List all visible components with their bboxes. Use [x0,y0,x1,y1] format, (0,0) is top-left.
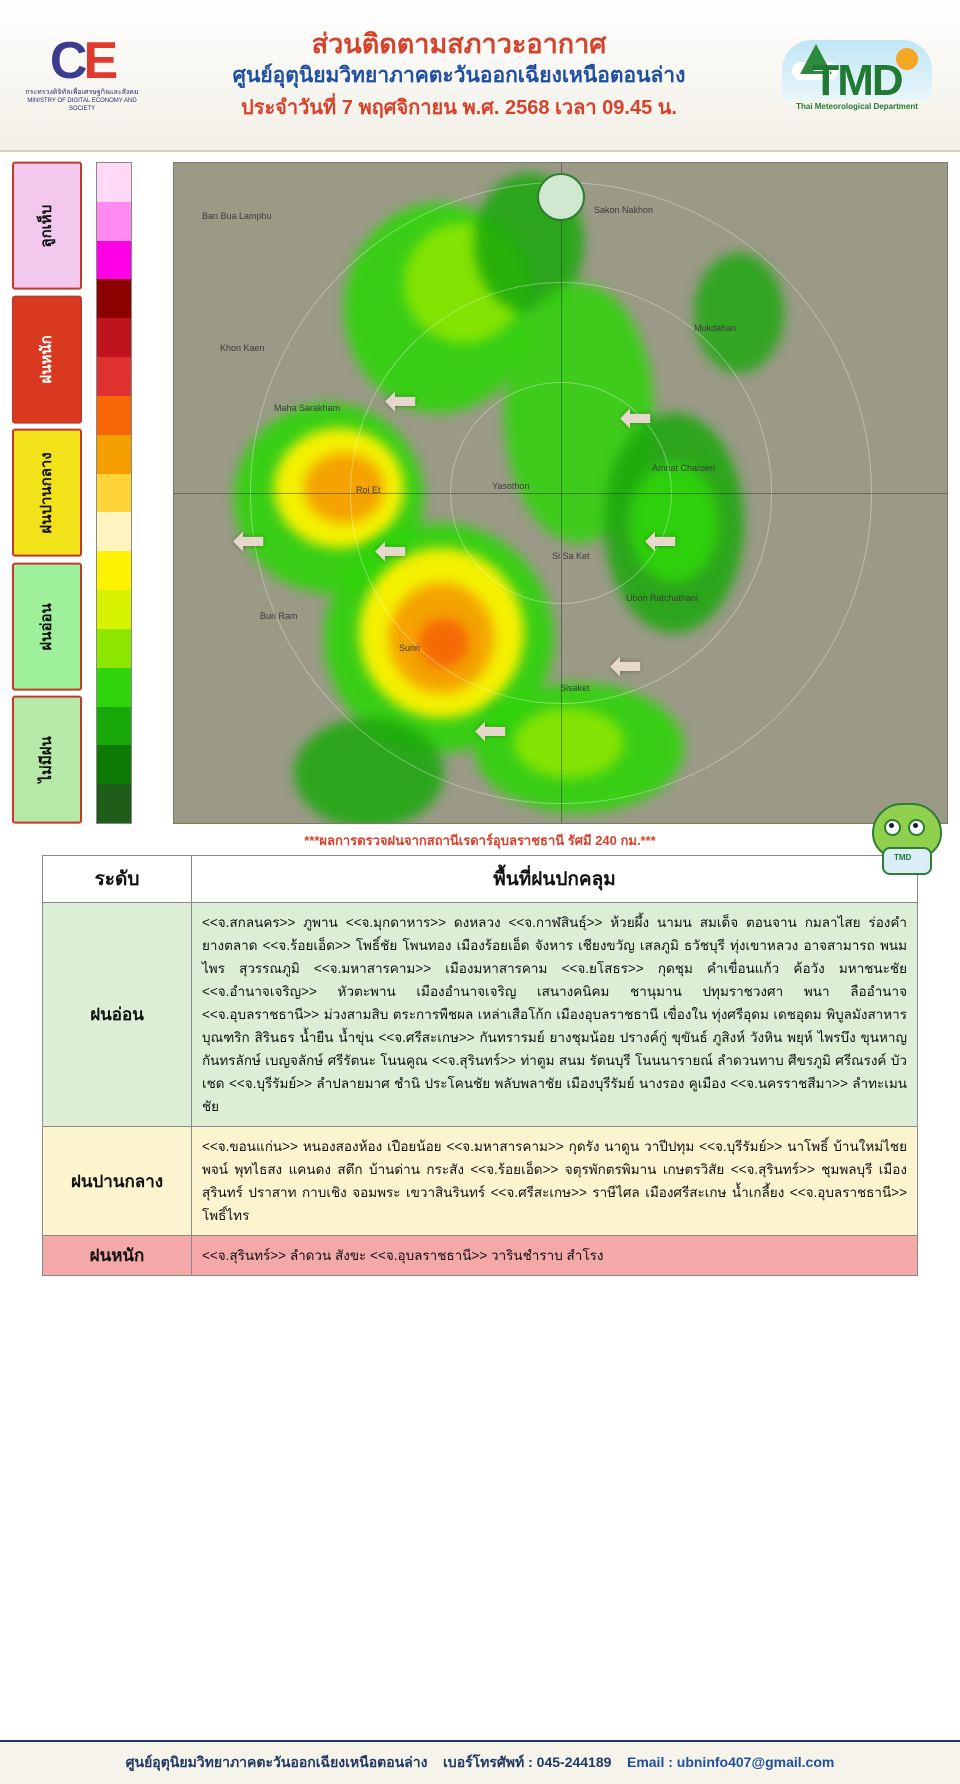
city-label: Si Sa Ket [552,551,590,561]
city-label: Roi Et [356,485,381,495]
tmd-logo [772,40,942,111]
footer-email-label: Email : [626,1754,673,1770]
footer-email[interactable]: ubninfo407@gmail.com [676,1754,835,1770]
city-label: Sisaket [560,683,590,693]
motion-arrow-icon: ⬅ [619,396,653,440]
footer-office: ศูนย์อุตุนิยมวิทยาภาคตะวันออกเฉียงเหนือตอนล่าง [125,1754,428,1770]
page-title [146,27,772,123]
header-area: พื้นที่ฝนปกคลุม [192,856,918,903]
tmd-mascot-icon: TMD [864,799,946,873]
table-row [43,1236,918,1276]
radar-station-badge-icon [537,173,585,221]
tmd-letters: TMD [812,55,902,100]
row-areas-light: <<จ.สกลนคร>> ภูพาน <<จ.มุกดาหาร>> ดงหลวง <<จ.กาฬสินธุ์>> ห้วยผึ้ง นามน สมเด็จ ตอนจาน กมลาไสย ร่องคำ ยางตลาด <<จ.ร้อยเอ็ด>> โพธิ์ชัย โพนทอง เมืองร้อยเอ็ด จังหาร เชียงขวัญ เสลภูมิ ธวัชบุรี ทุ่งเขาหลวง อาจสามารถ พนมไพร สุวรรณภูมิ <<จ.มหาสารคาม>> เมืองมหาสารคาม <<จ.ยโสธร>> กุดชุม คำเขื่อนแก้ว ค้อวัง มหาชนะชัย <<จ.อำนาจเจริญ>> หัวตะพาน เมืองอำนาจเจริญ เสนางคนิคม ชานุมาน ปทุมราชวงศา พนา ลืออำนาจ <<จ.อุบลราชธานี>> ม่วงสามสิบ ตระการพืชผล เหล่าเสือโก้ก เมืองอุบลราชธานี เขื่องใน ทุ่งศรีอุดม เดชอุดม พิบูลมังสาหาร บุณฑริก สิรินธร น้ำยืน น้ำขุ่น <<จ.ศรีสะเกษ>> กันทรารมย์ ยางชุมน้อย ปรางค์กู่ ขุขันธ์ ภูสิงห์ วังหิน พยุห์ ไพรบึง ขุนหาญ กันทรลักษ์ เบญจลักษ์ ศรีรัตนะ โนนคูณ <<จ.สุรินทร์>> ท่าตูม สนม รัตนบุรี โนนนารายณ์ ลำดวนทาบ ศีขรภูมิ ศรีณรงค์ บัวเชด <<จ.บุรีรัมย์>> ลำปลายมาศ ชำนิ ประโคนชัย พลับพลาชัย เมืองบุรีรัมย์ นางรอง คูเมือง <<จ.นครราชสีมา>> ลำทะเมนชัย [192,903,918,1127]
rain-area-table-wrap [0,855,960,1280]
city-label: Surin [399,643,421,653]
radar-canvas [174,163,947,823]
legend-item-light: ฝนอ่อน [12,563,82,691]
legend-item-hail: ลูกเห็บ [12,162,82,290]
row-level-heavy: ฝนหนัก [43,1236,192,1276]
rain-legend [12,162,167,824]
radar-axis-horizontal [174,493,947,494]
tmd-logo-icon [782,40,932,100]
footer-phone: 045-244189 [536,1754,612,1770]
motion-arrow-icon: ⬅ [609,644,643,688]
city-label: Ubon Ratchathani [626,593,699,603]
city-label: Maha Sarakham [274,403,341,413]
city-label: Khon Kaen [220,343,265,353]
title-line-3: ประจำวันที่ 7 พฤศจิกายน พ.ศ. 2568 เวลา 09.45 น. [241,97,677,119]
city-label: Mukdahan [694,323,737,333]
city-label: Amnat Charoen [652,463,716,473]
ministry-caption-en: MINISTRY OF DIGITAL ECONOMY AND SOCIETY [27,98,137,112]
city-label: Ban Bua Lamphu [202,211,272,221]
title-line-1: ส่วนติดตามสภาวะอากาศ [311,29,607,59]
tmd-subtitle: Thai Meteorological Department [796,101,918,111]
legend-item-moderate: ฝนปานกลาง [12,429,82,557]
motion-arrow-icon: ⬅ [374,529,408,573]
table-row [43,1127,918,1236]
ministry-logo [18,32,146,113]
motion-arrow-icon: ⬅ [232,519,266,563]
legend-labels [12,162,82,824]
page-footer [0,1740,960,1784]
rain-area-table [42,855,918,1276]
legend-color-scale [96,162,132,824]
row-areas-heavy: <<จ.สุรินทร์>> ลำดวน สังขะ <<จ.อุบลราชธานี>> วารินชำราบ สำโรง [192,1236,918,1276]
city-label: Buri Ram [260,611,298,621]
row-level-moderate: ฝนปานกลาง [43,1127,192,1236]
radar-section [0,152,960,824]
ministry-caption-th: กระทรวงดิจิทัลเพื่อเศรษฐกิจและสังคม [25,89,139,96]
radar-image [173,162,948,824]
city-label: Yasothon [492,481,530,491]
page-header [0,0,960,152]
table-row [43,903,918,1127]
footer-phone-label: เบอร์โทรศัพท์ : [443,1754,533,1770]
header-level: ระดับ [43,856,192,903]
motion-arrow-icon: ⬅ [384,379,418,423]
motion-arrow-icon: ⬅ [474,709,508,753]
legend-item-heavy: ฝนหนัก [12,296,82,424]
table-header-row [43,856,918,903]
ministry-mark-icon: CE [49,32,115,90]
motion-arrow-icon: ⬅ [644,519,678,563]
title-line-2: ศูนย์อุตุนิยมวิทยาภาคตะวันออกเฉียงเหนือตอนล่าง [232,64,686,87]
legend-item-none: ไม่มีฝน [12,696,82,824]
city-label: Sakon Nakhon [594,205,654,215]
row-level-light: ฝนอ่อน [43,903,192,1127]
radar-caption: ***ผลการตรวจฝนจากสถานีเรดาร์อุบลราชธานี รัศมี 240 กม.*** [304,833,656,848]
row-areas-moderate: <<จ.ขอนแก่น>> หนองสองห้อง เปือยน้อย <<จ.มหาสารคาม>> กุดรัง นาดูน วาปีปทุม <<จ.บุรีรัมย์>> นาโพธิ์ บ้านใหม่ไชยพจน์ พุทไธสง แคนดง สตึก บ้านด่าน กระสัง <<จ.ร้อยเอ็ด>> จตุรพักตรพิมาน เกษตรวิสัย <<จ.สุรินทร์>> ชุมพลบุรี เมืองสุรินทร์ ปราสาท กาบเชิง จอมพระ เขวาสินรินทร์ <<จ.ศรีสะเกษ>> ราษีไศล เมืองศรีสะเกษ น้ำเกลี้ยง <<จ.อุบลราชธานี>> โพธิ์ไทร [192,1127,918,1236]
